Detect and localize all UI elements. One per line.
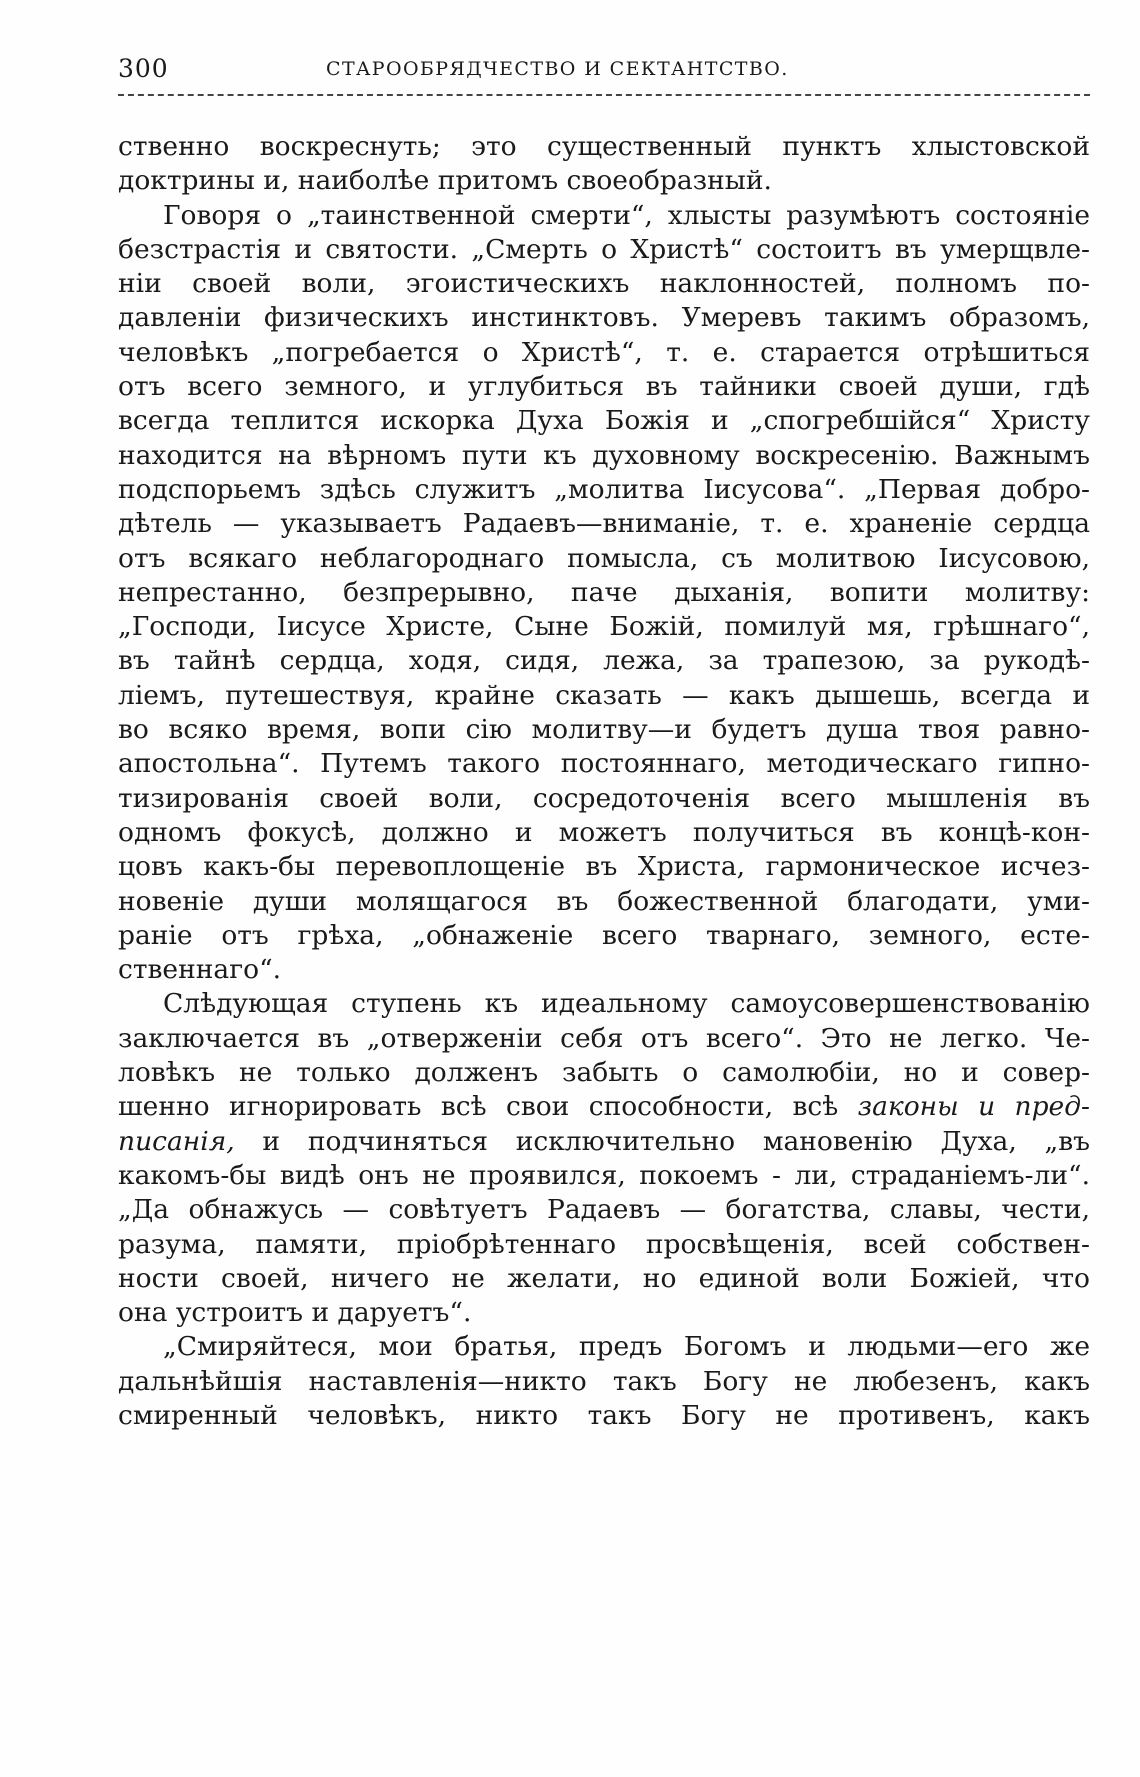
text-line: „Господи, Іисусе Христе, Сыне Божій, помилуй мя, грѣшнаго“, bbox=[118, 611, 1090, 643]
text-line: безстрастія и святости. „Смерть о Христѣ“ состоитъ въ умерщвле- bbox=[118, 233, 1090, 265]
text-line: давленіи физическихъ инстинктовъ. Умеревъ такимъ образомъ, bbox=[118, 302, 1090, 334]
text-line: отъ всего земного, и углубиться въ тайники своей души, гдѣ bbox=[118, 371, 1090, 403]
text-line: подспорьемъ здѣсь служитъ „молитва Іисусова“. „Первая добро- bbox=[118, 473, 1090, 505]
italic-run: писанія, bbox=[118, 1125, 235, 1157]
text-line: „Да обнажусь — совѣтуетъ Радаевъ — богатства, славы, чести, bbox=[118, 1194, 1090, 1226]
text-line: ловѣкъ не только долженъ забыть о самолюбіи, но и совер- bbox=[118, 1057, 1090, 1089]
text-line: непрестанно, безпрерывно, паче дыханія, вопити молитву: bbox=[118, 576, 1090, 608]
text-line: дальнѣйшія наставленія—никто такъ Богу не любезенъ, какъ bbox=[118, 1365, 1090, 1397]
text-line: человѣкъ „погребается о Христѣ“, т. е. старается отрѣшиться bbox=[118, 336, 1090, 368]
text-line: Слѣдующая ступень къ идеальному самоусовершенствованію bbox=[163, 988, 1090, 1020]
text-line: заключается въ „отверженіи себя отъ всего“. Это не легко. Че- bbox=[118, 1022, 1090, 1054]
text-line: цовъ какъ-бы перевоплощеніе въ Христа, гармоническое исчез- bbox=[118, 851, 1090, 883]
text-line: она устроитъ и даруетъ“. bbox=[118, 1297, 472, 1329]
body-text bbox=[118, 130, 1090, 1433]
text-line: Говоря о „таинственной смерти“, хлысты разумѣютъ состояніе bbox=[163, 199, 1090, 231]
running-title: СТАРООБРЯДЧЕСТВО И СЕКТАНТСТВО. bbox=[326, 58, 789, 80]
text-line bbox=[118, 1090, 1090, 1124]
text-line: находится на вѣрномъ пути къ духовному воскресенію. Важнымъ bbox=[118, 439, 1090, 471]
text-line: ности своей, ничего не желати, но единой воли Божіей, что bbox=[118, 1262, 1090, 1294]
text-line: ственно воскреснуть; это существенный пунктъ хлыстовской bbox=[118, 131, 1090, 162]
text-line: ніи своей воли, эгоистическихъ наклонностей, полномъ по- bbox=[118, 268, 1090, 300]
page-header bbox=[118, 52, 1090, 92]
text-line: раніе отъ грѣха, „обнаженіе всего тварнаго, земного, есте- bbox=[118, 919, 1090, 951]
text-line: смиренный человѣкъ, никто такъ Богу не противенъ, какъ bbox=[118, 1399, 1090, 1431]
text-run: шенно игнорировать всѣ свои способности, всѣ bbox=[118, 1091, 839, 1123]
text-line: „Смиряйтеся, мои братья, предъ Богомъ и людьми—его же bbox=[163, 1331, 1090, 1363]
text-line: отъ всякаго неблагороднаго помысла, съ молитвою Іисусовою, bbox=[118, 542, 1090, 574]
text-line: доктрины и, наиболѣе притомъ своеобразный. bbox=[118, 165, 772, 197]
text-line: во всяко время, вопи сію молитву—и будетъ душа твоя равно- bbox=[118, 714, 1090, 746]
text-line: разума, памяти, пріобрѣтеннаго просвѣщенія, всей собствен- bbox=[118, 1228, 1090, 1260]
page-number: 300 bbox=[118, 54, 169, 83]
text-line: новеніе души молящагося въ божественной благодати, уми- bbox=[118, 885, 1090, 917]
text-line: дѣтель — указываетъ Радаевъ—вниманіе, т. е. храненіе сердца bbox=[118, 508, 1090, 540]
text-line: одномъ фокусѣ, должно и можетъ получиться въ концѣ-кон- bbox=[118, 816, 1090, 848]
text-run: и подчиняться исключительно мановенію Духа, „въ bbox=[234, 1125, 1090, 1157]
text-line: какомъ-бы видѣ онъ не проявился, покоемъ - ли, страданіемъ-ли“. bbox=[118, 1159, 1090, 1191]
text-line: ственнаго“. bbox=[118, 954, 282, 986]
text-line: апостольна“. Путемъ такого постояннаго, методическаго гипно- bbox=[118, 748, 1090, 780]
text-line bbox=[118, 1125, 1090, 1159]
text-line: всегда теплится искорка Духа Божія и „спогребшійся“ Христу bbox=[118, 405, 1090, 437]
header-rule bbox=[118, 94, 1090, 96]
text-line: тизированія своей воли, сосредоточенія всего мышленія въ bbox=[118, 782, 1090, 814]
italic-run: законы и пред- bbox=[857, 1091, 1090, 1123]
text-line: ліемъ, путешествуя, крайне сказать — какъ дышешь, всегда и bbox=[118, 679, 1090, 711]
text-line: въ тайнѣ сердца, ходя, сидя, лежа, за трапезою, за рукодѣ- bbox=[118, 645, 1090, 677]
